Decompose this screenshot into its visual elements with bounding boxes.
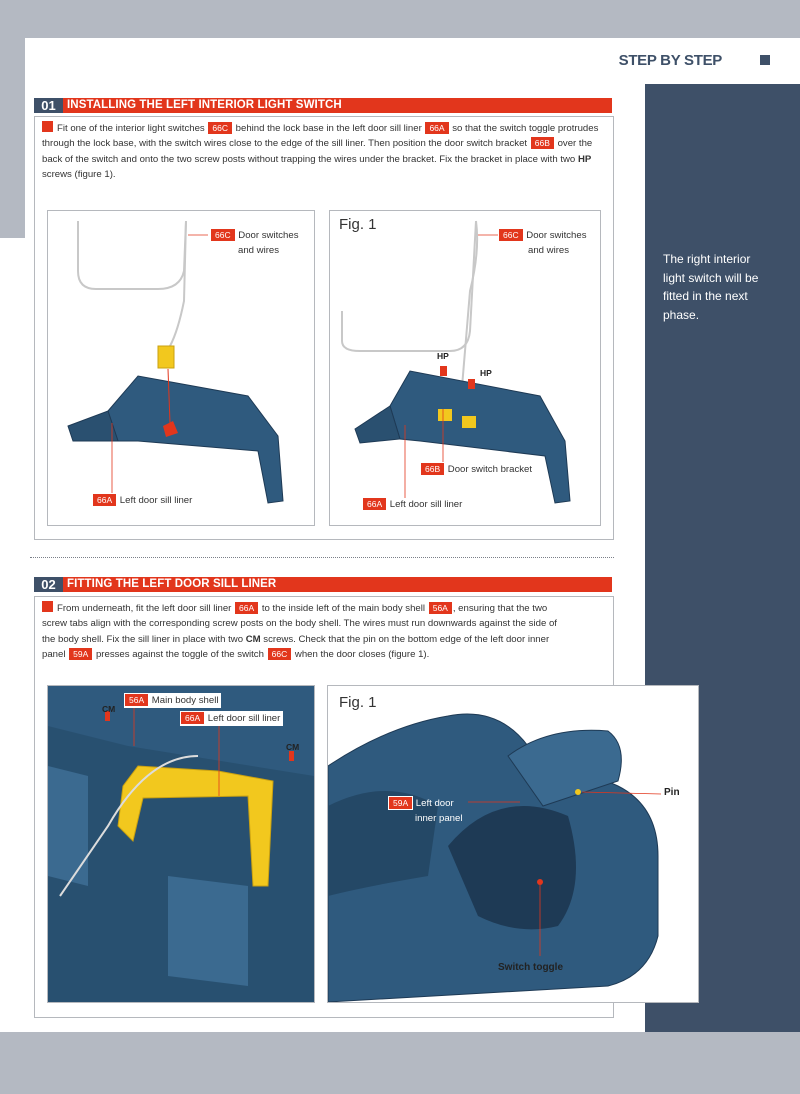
figure-02-right bbox=[327, 685, 699, 1003]
screw-icon bbox=[440, 366, 447, 376]
pin-label: Pin bbox=[664, 787, 680, 798]
part-tag: 66A bbox=[424, 121, 449, 135]
callout-59a: 59A Left door inner panel bbox=[388, 796, 462, 826]
figure-01-left bbox=[47, 210, 315, 526]
page-header bbox=[25, 38, 800, 84]
body-shell-illustration bbox=[48, 686, 314, 1002]
callout-66a: 66A Left door sill liner bbox=[180, 711, 283, 726]
part-tag: 66C bbox=[267, 647, 293, 661]
section-title: FITTING THE LEFT DOOR SILL LINER bbox=[67, 578, 277, 590]
fig-label: Fig. 1 bbox=[339, 216, 377, 233]
pin-icon bbox=[575, 789, 581, 795]
screw-label-hp: HP bbox=[480, 368, 492, 378]
section-02-header bbox=[34, 577, 612, 592]
callout-66a: 66A Left door sill liner bbox=[92, 493, 192, 508]
car-shell-illustration bbox=[328, 686, 698, 1002]
bracket-part bbox=[438, 409, 452, 421]
callout-56a: 56A Main body shell bbox=[124, 693, 221, 708]
screw-icon bbox=[289, 751, 294, 761]
bullet-icon bbox=[42, 121, 53, 132]
screw-label-cm: CM bbox=[286, 742, 300, 752]
callout-66c: 66C Door switches and wires bbox=[498, 228, 587, 258]
screw-icon bbox=[468, 379, 475, 389]
fig-label: Fig. 1 bbox=[339, 694, 377, 711]
screw-label-cm: CM bbox=[102, 704, 116, 714]
section-01-header bbox=[34, 98, 612, 113]
toggle-icon bbox=[537, 879, 543, 885]
switch-toggle-label: Switch toggle bbox=[498, 962, 563, 973]
part-tag: 66C bbox=[207, 121, 233, 135]
header-square-icon bbox=[760, 55, 770, 65]
part-tag: 66B bbox=[530, 136, 555, 150]
part-tag: 59A bbox=[68, 647, 93, 661]
sill-liner-illustration bbox=[48, 211, 314, 525]
bracket-illustration bbox=[330, 211, 600, 525]
bracket-part bbox=[462, 416, 476, 428]
page-title: STEP BY STEP bbox=[618, 52, 722, 69]
section-title: INSTALLING THE LEFT INTERIOR LIGHT SWITCH bbox=[67, 99, 342, 111]
bottom-band bbox=[0, 1032, 800, 1094]
switch-part bbox=[158, 346, 174, 368]
section-divider bbox=[30, 557, 614, 558]
screw-label-hp: HP bbox=[437, 351, 449, 361]
top-band bbox=[0, 0, 800, 38]
section-number: 01 bbox=[34, 98, 63, 113]
bullet-icon bbox=[42, 601, 53, 612]
left-margin-band bbox=[0, 38, 25, 238]
section-number: 02 bbox=[34, 577, 63, 592]
section-01-text: Fit one of the interior light switches 66C behind the lock base in the left door sill liner 66A so that the switch toggle protrudes through the lock base, with the switch wires close to the edge of the sill liner. Then position the door switch bracket 66B over the back of the switch and onto the two screw posts without trapping the wires under the bracket. Fix the bracket in place with two HP screws (figure 1). bbox=[42, 123, 599, 180]
figure-01-right bbox=[329, 210, 601, 526]
part-tag: 56A bbox=[428, 601, 453, 615]
callout-66c: 66C Door switches and wires bbox=[210, 228, 299, 258]
callout-66a: 66A Left door sill liner bbox=[362, 497, 462, 512]
figure-02-left bbox=[47, 685, 315, 1003]
section-02-text: From underneath, fit the left door sill liner 66A to the inside left of the main body shell 56A , ensuring that the two screw tabs align with the corresponding screw posts on the body shell. The wires must run downwards against the side of the body shell. Fix the sill liner in place with two CM screws. Check that the pin on the bottom edge of the left door inner panel 59A presses against the toggle of the switch 66C when the door closes (figure 1). bbox=[42, 603, 557, 660]
callout-66b: 66B Door switch bracket bbox=[420, 462, 532, 477]
part-tag: 66A bbox=[234, 601, 259, 615]
sidebar-note: The right interior light switch will be fitted in the next phase. bbox=[663, 252, 759, 322]
